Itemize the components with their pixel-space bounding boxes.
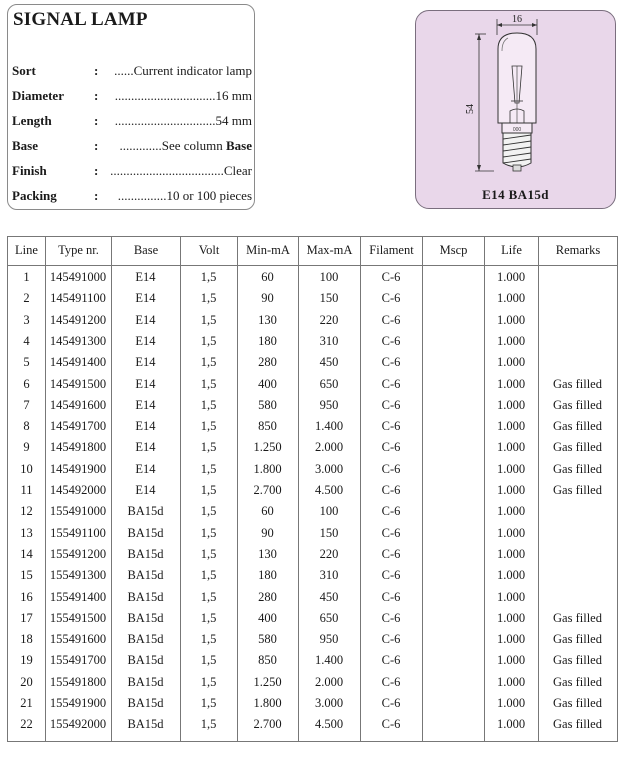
cell-type-nr: 145491900 <box>49 461 107 476</box>
cell-line: 4 <box>23 333 30 348</box>
cell-line: 18 <box>20 632 33 647</box>
cell-max-ma: 150 <box>319 525 339 540</box>
cell-mscp <box>422 672 484 693</box>
table-row <box>8 714 617 735</box>
cell-life: 1.000 <box>496 696 526 710</box>
cell-mscp <box>422 459 484 480</box>
cell-filament: C-6 <box>381 333 401 348</box>
cell-type-nr: 145491100 <box>50 291 106 306</box>
cell-life: 1.000 <box>496 525 526 540</box>
cell-filament: C-6 <box>381 525 401 540</box>
spec-label: Sort <box>12 63 36 78</box>
cell-type-nr: 155491000 <box>49 504 107 519</box>
spec-label: Packing <box>12 188 57 203</box>
spec-value-text: ...............................54 mm <box>114 113 252 128</box>
cell-filament: C-6 <box>381 376 401 391</box>
cell-max-ma: 100 <box>319 270 339 284</box>
cell-max-ma: 220 <box>319 546 339 561</box>
cell-min-ma: 90 <box>261 291 274 306</box>
cell-volt: 1,5 <box>200 653 217 668</box>
cell-type-nr: 145491000 <box>49 270 107 284</box>
cell-max-ma: 450 <box>319 355 339 370</box>
cell-base: E14 <box>135 483 156 497</box>
table-row <box>8 331 617 352</box>
cell-volt: 1,5 <box>200 270 217 284</box>
cell-life: 1.000 <box>496 333 526 348</box>
spec-value-bold: Base <box>226 138 252 153</box>
table-row <box>8 544 617 565</box>
cell-line: 13 <box>20 525 33 540</box>
cell-type-nr: 155491200 <box>49 546 107 561</box>
cell-volt: 1,5 <box>200 589 217 604</box>
page-title: SIGNAL LAMP <box>13 9 148 30</box>
spec-card <box>7 4 255 210</box>
cell-base: BA15d <box>127 504 164 519</box>
cell-life: 1.000 <box>496 568 526 583</box>
cell-base: E14 <box>135 333 156 348</box>
cell-remarks: Gas filled <box>553 440 602 455</box>
cell-max-ma: 4.500 <box>314 483 344 497</box>
spec-value-text: .............See column <box>119 138 226 153</box>
spec-label: Length <box>12 113 52 128</box>
cell-filament: C-6 <box>381 610 401 625</box>
cell-base: BA15d <box>127 717 164 732</box>
cell-volt: 1,5 <box>200 355 217 370</box>
cell-base: BA15d <box>127 674 164 689</box>
cell-min-ma: 2.700 <box>253 717 282 732</box>
cell-filament: C-6 <box>381 589 401 604</box>
cell-max-ma: 1.400 <box>314 419 344 434</box>
cell-min-ma: 850 <box>258 653 277 668</box>
cell-life: 1.000 <box>496 461 526 476</box>
cell-type-nr: 145491800 <box>49 440 107 455</box>
table-row <box>8 672 617 693</box>
cell-volt: 1,5 <box>200 717 217 732</box>
cell-mscp <box>422 587 484 608</box>
spec-colon: : <box>94 163 99 178</box>
cell-base: BA15d <box>127 653 164 668</box>
cell-filament: C-6 <box>381 355 401 370</box>
cell-remarks <box>538 501 617 522</box>
cell-type-nr: 155491500 <box>49 610 107 625</box>
cell-type-nr: 155491600 <box>49 632 107 647</box>
cell-min-ma: 580 <box>258 632 277 647</box>
cell-volt: 1,5 <box>200 696 217 710</box>
cell-remarks: Gas filled <box>553 397 602 412</box>
cell-type-nr: 155491700 <box>49 653 107 668</box>
cell-remarks: Gas filled <box>553 674 602 689</box>
cell-mscp <box>422 480 484 501</box>
cell-max-ma: 650 <box>319 376 339 391</box>
column-header-life: Life <box>484 237 538 265</box>
cell-min-ma: 1.250 <box>253 440 282 455</box>
cell-type-nr: 155491400 <box>49 589 107 604</box>
cell-filament: C-6 <box>381 483 401 497</box>
cell-life: 1.000 <box>496 270 526 284</box>
spec-value-text: ...............................16 mm <box>114 88 252 103</box>
cell-volt: 1,5 <box>200 397 217 412</box>
cell-line: 10 <box>20 461 33 476</box>
cell-remarks <box>538 288 617 309</box>
cell-line: 21 <box>20 696 33 710</box>
cell-mscp <box>422 352 484 373</box>
spec-label: Finish <box>12 163 47 178</box>
width-dimension-label: 16 <box>512 14 522 25</box>
cell-remarks <box>538 587 617 608</box>
cell-volt: 1,5 <box>200 440 217 455</box>
cell-base: E14 <box>135 291 156 306</box>
cell-volt: 1,5 <box>200 333 217 348</box>
table-row <box>8 608 617 629</box>
cell-type-nr: 145491300 <box>49 333 107 348</box>
cell-type-nr: 155492000 <box>49 717 107 732</box>
cell-line: 11 <box>20 483 33 497</box>
cell-max-ma: 2.000 <box>314 674 344 689</box>
spec-colon: : <box>94 88 99 103</box>
cell-filament: C-6 <box>381 632 401 647</box>
cell-base: E14 <box>135 419 156 434</box>
cell-remarks: Gas filled <box>553 483 602 497</box>
cell-life: 1.000 <box>496 291 526 306</box>
cell-min-ma: 60 <box>261 504 274 519</box>
cell-life: 1.000 <box>496 355 526 370</box>
cell-filament: C-6 <box>381 696 401 710</box>
cell-volt: 1,5 <box>200 376 217 391</box>
cell-type-nr: 145491400 <box>49 355 107 370</box>
table-row <box>8 629 617 650</box>
spec-value <box>110 88 252 104</box>
svg-text:000: 000 <box>512 127 522 133</box>
cell-remarks <box>538 331 617 352</box>
cell-base: BA15d <box>127 546 164 561</box>
cell-remarks: Gas filled <box>553 419 602 434</box>
cell-line: 5 <box>23 355 30 370</box>
spec-value <box>110 138 252 154</box>
cell-mscp <box>422 288 484 309</box>
cell-mscp <box>422 608 484 629</box>
cell-remarks <box>538 352 617 373</box>
column-header-min-ma: Min-mA <box>237 237 298 265</box>
spec-label: Base <box>12 138 38 153</box>
cell-mscp <box>422 650 484 671</box>
cell-min-ma: 60 <box>261 270 274 284</box>
cell-remarks <box>538 544 617 565</box>
cell-line: 22 <box>20 717 33 732</box>
cell-max-ma: 2.000 <box>314 440 344 455</box>
cell-base: E14 <box>135 355 156 370</box>
cell-line: 20 <box>20 674 33 689</box>
cell-min-ma: 180 <box>258 568 277 583</box>
cell-filament: C-6 <box>381 674 401 689</box>
cell-min-ma: 400 <box>258 376 277 391</box>
spec-value-text: ......Current indicator lamp <box>114 63 252 78</box>
spec-row <box>12 188 254 206</box>
cell-mscp <box>422 714 484 735</box>
cell-life: 1.000 <box>496 546 526 561</box>
cell-mscp <box>422 437 484 458</box>
cell-remarks: Gas filled <box>553 610 602 625</box>
spec-value <box>110 188 252 204</box>
cell-mscp <box>422 331 484 352</box>
table-row <box>8 480 617 501</box>
cell-volt: 1,5 <box>200 312 217 327</box>
cell-mscp <box>422 310 484 331</box>
cell-filament: C-6 <box>381 270 401 284</box>
lamp-drawing-card <box>415 10 616 209</box>
cell-filament: C-6 <box>381 717 401 732</box>
cell-mscp <box>422 501 484 522</box>
spec-colon: : <box>94 138 99 153</box>
cell-filament: C-6 <box>381 291 401 306</box>
cell-filament: C-6 <box>381 397 401 412</box>
cell-mscp <box>422 544 484 565</box>
table-row <box>8 374 617 395</box>
cell-mscp <box>422 629 484 650</box>
cell-max-ma: 950 <box>319 632 339 647</box>
cell-line: 9 <box>23 440 30 455</box>
cell-type-nr: 145491700 <box>49 419 107 434</box>
cell-volt: 1,5 <box>200 419 217 434</box>
cell-volt: 1,5 <box>200 632 217 647</box>
spec-row <box>12 88 254 106</box>
cell-type-nr: 145491500 <box>49 376 107 391</box>
column-header-max-ma: Max-mA <box>298 237 360 265</box>
cell-remarks <box>538 523 617 544</box>
cell-min-ma: 2.700 <box>253 483 282 497</box>
cell-life: 1.000 <box>496 674 526 689</box>
cell-remarks: Gas filled <box>553 696 602 710</box>
cell-volt: 1,5 <box>200 568 217 583</box>
column-header-base: Base <box>111 237 180 265</box>
cell-line: 15 <box>20 568 33 583</box>
cell-base: E14 <box>135 461 156 476</box>
cell-base: BA15d <box>127 610 164 625</box>
cell-life: 1.000 <box>496 483 526 497</box>
lamp-table <box>7 236 618 742</box>
cell-remarks: Gas filled <box>553 461 602 476</box>
table-row <box>8 523 617 544</box>
cell-min-ma: 400 <box>258 610 277 625</box>
cell-max-ma: 310 <box>319 333 339 348</box>
cell-base: BA15d <box>127 589 164 604</box>
cell-remarks <box>538 310 617 331</box>
cell-min-ma: 180 <box>258 333 277 348</box>
column-header-mscp: Mscp <box>422 237 484 265</box>
cell-max-ma: 3.000 <box>314 461 344 476</box>
column-header-filament: Filament <box>360 237 422 265</box>
cell-life: 1.000 <box>496 397 526 412</box>
cell-line: 1 <box>23 270 30 284</box>
spec-row <box>12 63 254 81</box>
cell-min-ma: 280 <box>258 355 277 370</box>
cell-max-ma: 150 <box>319 291 339 306</box>
lamp-drawing <box>416 11 617 210</box>
spec-row <box>12 113 254 131</box>
column-header-type-nr: Type nr. <box>45 237 111 265</box>
cell-mscp <box>422 523 484 544</box>
spec-value <box>110 63 252 79</box>
cell-line: 16 <box>20 589 33 604</box>
table-row <box>8 352 617 373</box>
table-row <box>8 650 617 671</box>
cell-filament: C-6 <box>381 504 401 519</box>
cell-type-nr: 145492000 <box>49 483 107 497</box>
cell-type-nr: 155491300 <box>49 568 107 583</box>
cell-type-nr: 155491800 <box>49 674 107 689</box>
cell-filament: C-6 <box>381 546 401 561</box>
cell-volt: 1,5 <box>200 610 217 625</box>
cell-max-ma: 650 <box>319 610 339 625</box>
cell-base: E14 <box>135 270 156 284</box>
cell-mscp <box>422 416 484 437</box>
cell-line: 6 <box>23 376 30 391</box>
cell-type-nr: 155491100 <box>50 525 106 540</box>
spec-value <box>110 113 252 129</box>
cell-life: 1.000 <box>496 610 526 625</box>
cell-filament: C-6 <box>381 461 401 476</box>
column-header-line: Line <box>15 243 38 257</box>
cell-max-ma: 100 <box>319 504 339 519</box>
cell-volt: 1,5 <box>200 291 217 306</box>
cell-base: BA15d <box>127 525 164 540</box>
cell-mscp <box>422 395 484 416</box>
spec-row <box>12 163 254 181</box>
cell-volt: 1,5 <box>200 674 217 689</box>
cell-line: 7 <box>23 397 30 412</box>
cell-min-ma: 1.800 <box>253 461 282 476</box>
cell-min-ma: 280 <box>258 589 277 604</box>
cell-base: BA15d <box>127 632 164 647</box>
cell-volt: 1,5 <box>200 546 217 561</box>
cell-max-ma: 220 <box>319 312 339 327</box>
cell-max-ma: 4.500 <box>314 717 344 732</box>
cell-min-ma: 130 <box>258 312 277 327</box>
cell-line: 19 <box>20 653 33 668</box>
cell-mscp <box>422 267 484 288</box>
cell-max-ma: 3.000 <box>314 696 344 710</box>
cell-type-nr: 145491600 <box>49 397 107 412</box>
column-header-volt: Volt <box>180 237 237 265</box>
spec-colon: : <box>94 63 99 78</box>
cell-life: 1.000 <box>496 419 526 434</box>
cell-life: 1.000 <box>496 632 526 647</box>
cell-min-ma: 1.250 <box>253 674 282 689</box>
cell-min-ma: 1.800 <box>253 696 282 710</box>
table-row <box>8 565 617 586</box>
spec-label: Diameter <box>12 88 64 103</box>
spec-colon: : <box>94 113 99 128</box>
cell-life: 1.000 <box>496 440 526 455</box>
cell-remarks: Gas filled <box>553 653 602 668</box>
cell-filament: C-6 <box>381 419 401 434</box>
table-row <box>8 587 617 608</box>
cell-mscp <box>422 374 484 395</box>
cell-filament: C-6 <box>381 653 401 668</box>
cell-filament: C-6 <box>381 312 401 327</box>
table-row <box>8 267 617 288</box>
cell-remarks <box>538 267 617 288</box>
table-header <box>8 237 617 266</box>
height-dimension-label: 54 <box>465 104 476 114</box>
cell-line: 12 <box>20 504 33 519</box>
table-row <box>8 437 617 458</box>
spec-colon: : <box>94 188 99 203</box>
cell-filament: C-6 <box>381 568 401 583</box>
table-row <box>8 501 617 522</box>
cell-line: 2 <box>23 291 30 306</box>
cell-volt: 1,5 <box>200 483 217 497</box>
cell-life: 1.000 <box>496 717 526 732</box>
cell-min-ma: 130 <box>258 546 277 561</box>
cell-base: E14 <box>135 440 156 455</box>
spec-value-text: ...................................Clear <box>110 163 252 178</box>
cell-mscp <box>422 693 484 714</box>
cell-base: E14 <box>135 312 156 327</box>
table-row <box>8 459 617 480</box>
cell-line: 3 <box>23 312 30 327</box>
cell-min-ma: 850 <box>258 419 277 434</box>
cell-life: 1.000 <box>496 312 526 327</box>
column-header-remarks: Remarks <box>538 237 617 265</box>
base-types-caption: E14 BA15d <box>482 187 549 202</box>
cell-min-ma: 90 <box>261 525 274 540</box>
cell-base: BA15d <box>127 568 164 583</box>
cell-life: 1.000 <box>496 504 526 519</box>
cell-base: BA15d <box>127 696 164 710</box>
cell-life: 1.000 <box>496 589 526 604</box>
cell-mscp <box>422 565 484 586</box>
table-body <box>8 265 617 741</box>
table-row <box>8 395 617 416</box>
table-row <box>8 288 617 309</box>
cell-base: E14 <box>135 376 156 391</box>
cell-max-ma: 1.400 <box>314 653 344 668</box>
spec-row <box>12 138 254 156</box>
cell-type-nr: 155491900 <box>49 696 107 710</box>
cell-max-ma: 310 <box>319 568 339 583</box>
cell-volt: 1,5 <box>200 525 217 540</box>
spec-value-text: ...............10 or 100 pieces <box>117 188 252 203</box>
cell-remarks <box>538 565 617 586</box>
cell-line: 14 <box>20 546 33 561</box>
table-row <box>8 310 617 331</box>
cell-line: 8 <box>23 419 30 434</box>
cell-remarks: Gas filled <box>553 376 602 391</box>
cell-remarks: Gas filled <box>553 632 602 647</box>
cell-volt: 1,5 <box>200 461 217 476</box>
spec-value <box>110 163 252 179</box>
cell-max-ma: 450 <box>319 589 339 604</box>
cell-remarks: Gas filled <box>553 717 602 732</box>
cell-filament: C-6 <box>381 440 401 455</box>
table-row <box>8 416 617 437</box>
cell-life: 1.000 <box>496 376 526 391</box>
cell-life: 1.000 <box>496 653 526 668</box>
cell-base: E14 <box>135 397 156 412</box>
cell-max-ma: 950 <box>319 397 339 412</box>
table-row <box>8 693 617 714</box>
cell-type-nr: 145491200 <box>49 312 107 327</box>
cell-line: 17 <box>20 610 33 625</box>
cell-min-ma: 580 <box>258 397 277 412</box>
cell-volt: 1,5 <box>200 504 217 519</box>
